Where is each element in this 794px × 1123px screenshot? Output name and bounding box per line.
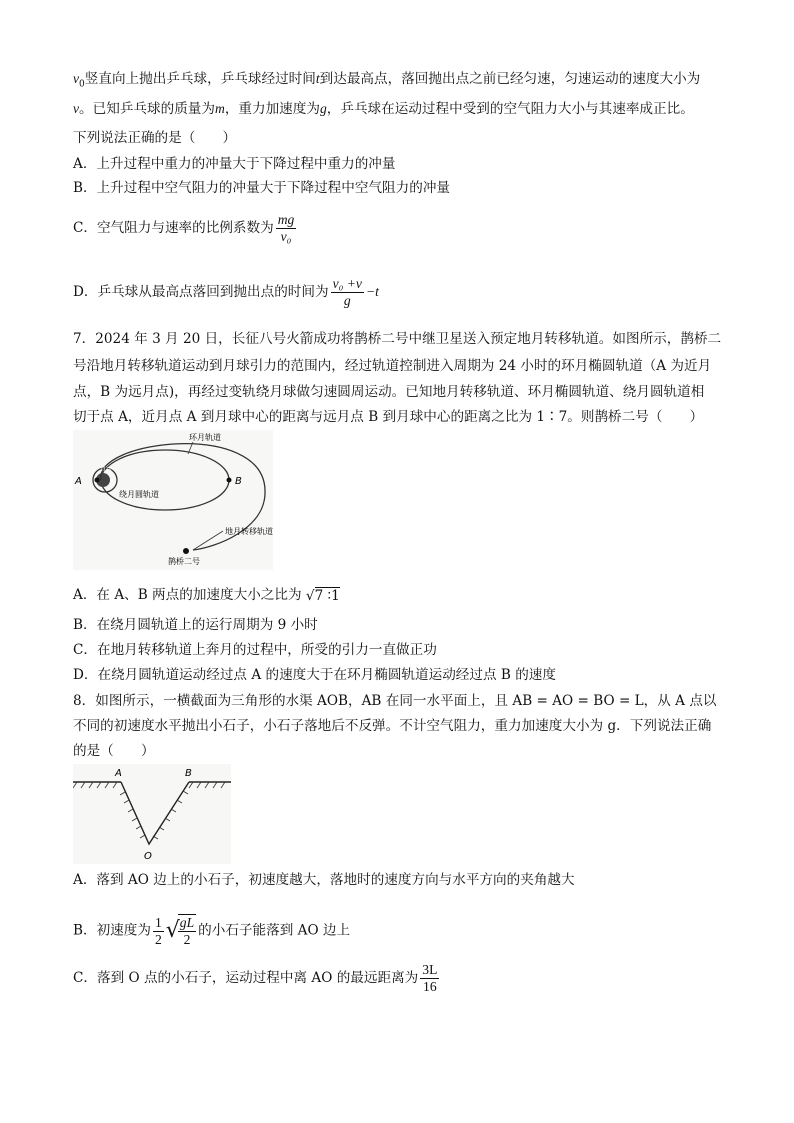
fraction-denominator: 2 — [183, 932, 191, 947]
fraction-numerator: mg — [277, 212, 295, 227]
q8-option-c-text: C．落到 O 点的小石子，运动过程中离 AO 的最远距离为 — [73, 970, 419, 986]
q7-orbit-figure — [73, 430, 273, 570]
sqrt-icon: √7 ∶1 — [305, 587, 340, 604]
sym-g: g — [319, 101, 327, 116]
q6-line-2b: ，重力加速度为 — [224, 101, 320, 117]
q7-option-b: B．在绕月圆轨道上的运行周期为 9 小时 — [73, 617, 318, 633]
q6-option-c-fraction — [276, 212, 297, 245]
q6-line-1: $v_0$竖直向上抛出乒乓球，乒乓球经过时间t到达最高点，落回抛出点之前已经匀速，匀速运动的速度大小为 — [73, 71, 701, 90]
q6-line-2a: 。已知乒乓球的质量为 — [79, 101, 215, 117]
q7-option-c: C．在地月转移轨道上奔月的过程中，所受的引力一直做正功 — [73, 642, 437, 658]
label-b: B — [235, 476, 242, 487]
sqrt-icon: √ — [165, 918, 180, 943]
label-satellite: 鹊桥二号 — [168, 557, 200, 566]
fraction-tail: −t — [365, 284, 379, 299]
q7-option-d: D．在绕月圆轨道运动经过点 A 的速度大于在环月椭圆轨道运动经过点 B 的速度 — [73, 667, 556, 683]
q8-line-1: 8．如图所示，一横截面为三角形的水渠 AOB，AB 在同一水平面上，且 AB = AO = BO = L，从 A 点以 — [73, 693, 717, 709]
label-moon: 月球 — [100, 467, 113, 474]
q6-option-d-fraction — [331, 276, 364, 309]
q7-line-4: 切于点 A，近月点 A 到月球中心的距离与远月点 B 到月球中心的距离之比为 1∶7。则鹊桥二号（ ） — [73, 409, 704, 425]
label-a: A — [75, 476, 82, 487]
fraction-denominator: 2 — [154, 931, 162, 947]
q8-option-b-text: B．初速度为 — [73, 922, 151, 939]
q8-option-b-sqrt-fraction — [178, 914, 196, 948]
q8-option-c-fraction — [420, 962, 439, 995]
satellite-icon — [183, 548, 189, 554]
label-a: A — [115, 768, 122, 779]
q8-line-3: 的是（ ） — [73, 743, 155, 759]
sym-v0: v — [73, 71, 80, 86]
fraction-numerator: gL — [179, 915, 195, 930]
q8-channel-figure — [73, 764, 231, 864]
q6-option-c-text: C．空气阻力与速率的比例系数为 — [73, 220, 274, 236]
q6-line-1b-text: 到达最高点，落回抛出点之前已经匀速，匀速运动的速度大小为 — [319, 71, 701, 87]
label-circular-orbit: 绕月圆轨道 — [119, 490, 159, 499]
label-ellipse-orbit: 环月轨道 — [189, 433, 221, 442]
fraction-numerator: v₀ +v — [332, 276, 362, 291]
fraction-denominator: 16 — [423, 979, 437, 994]
q6-line-2 — [73, 100, 694, 118]
q6-line-2c: ，乒乓球在运动过程中受到的空气阻力大小与其速率成正比。 — [326, 101, 694, 117]
label-b: B — [185, 768, 192, 779]
sym-m: m — [214, 101, 225, 116]
q8-option-b-fraction — [153, 915, 164, 948]
sym-v: v — [73, 101, 80, 116]
q7-line-2: 号沿地月转移轨道运动到月球引力的范围内，经过轨道控制进入周期为 24 小时的环月椭圆轨道（A 为近月 — [73, 358, 712, 374]
q6-option-d-text: D．乒乓球从最高点落回到抛出点的时间为 — [73, 284, 329, 300]
q8-line-2: 不同的初速度水平抛出小石子，小石子落地后不反弹。不计空气阻力，重力加速度大小为 g．下列说法正确 — [73, 718, 712, 734]
figure-background — [73, 764, 231, 864]
fraction-numerator: 3L — [422, 962, 438, 977]
q7-option-a-text: A．在 A、B 两点的加速度大小之比为 — [73, 587, 302, 603]
q8-option-b — [73, 914, 350, 948]
fraction-numerator: 1 — [154, 914, 162, 930]
q6-option-a: A．上升过程中重力的冲量大于下降过程中重力的冲量 — [73, 156, 396, 172]
fraction-denominator: g — [343, 293, 351, 308]
sym-t: t — [315, 71, 320, 86]
q7-line-3: 点，B 为远月点)，再经过变轨绕月球做匀速圆周运动。已知地月转移轨道、环月椭圆轨道、绕月圆轨道相 — [73, 384, 705, 400]
q6-option-c — [73, 212, 298, 245]
point-b-icon — [227, 478, 232, 483]
q7-option-a — [73, 586, 340, 605]
point-a-icon — [95, 478, 100, 483]
q8-option-a: A．落到 AO 边上的小石子，初速度越大，落地时的速度方向与水平方向的夹角越大 — [73, 872, 575, 888]
q6-option-d — [73, 276, 379, 309]
label-o: O — [144, 851, 152, 862]
q8-option-c — [73, 962, 441, 995]
fraction-denominator: v₀ — [280, 229, 292, 244]
q6-option-b: B．上升过程中空气阻力的冲量大于下降过程中空气阻力的冲量 — [73, 180, 451, 196]
sqrt-value: 7 ∶1 — [314, 587, 340, 604]
label-transfer-orbit: 地月转移轨道 — [225, 527, 273, 536]
q8-option-b-tail: 的小石子能落到 AO 边上 — [198, 922, 351, 939]
q6-line-3: 下列说法正确的是（ ） — [73, 130, 237, 146]
q6-line-1-text: 竖直向上抛出乒乓球，乒乓球经过时间 — [84, 71, 316, 87]
q7-line-1: 7．2024 年 3 月 20 日，长征八号火箭成功将鹊桥二号中继卫星送入预定地月转移轨道。如图所示，鹊桥二 — [73, 331, 722, 347]
figure-background — [73, 430, 273, 570]
